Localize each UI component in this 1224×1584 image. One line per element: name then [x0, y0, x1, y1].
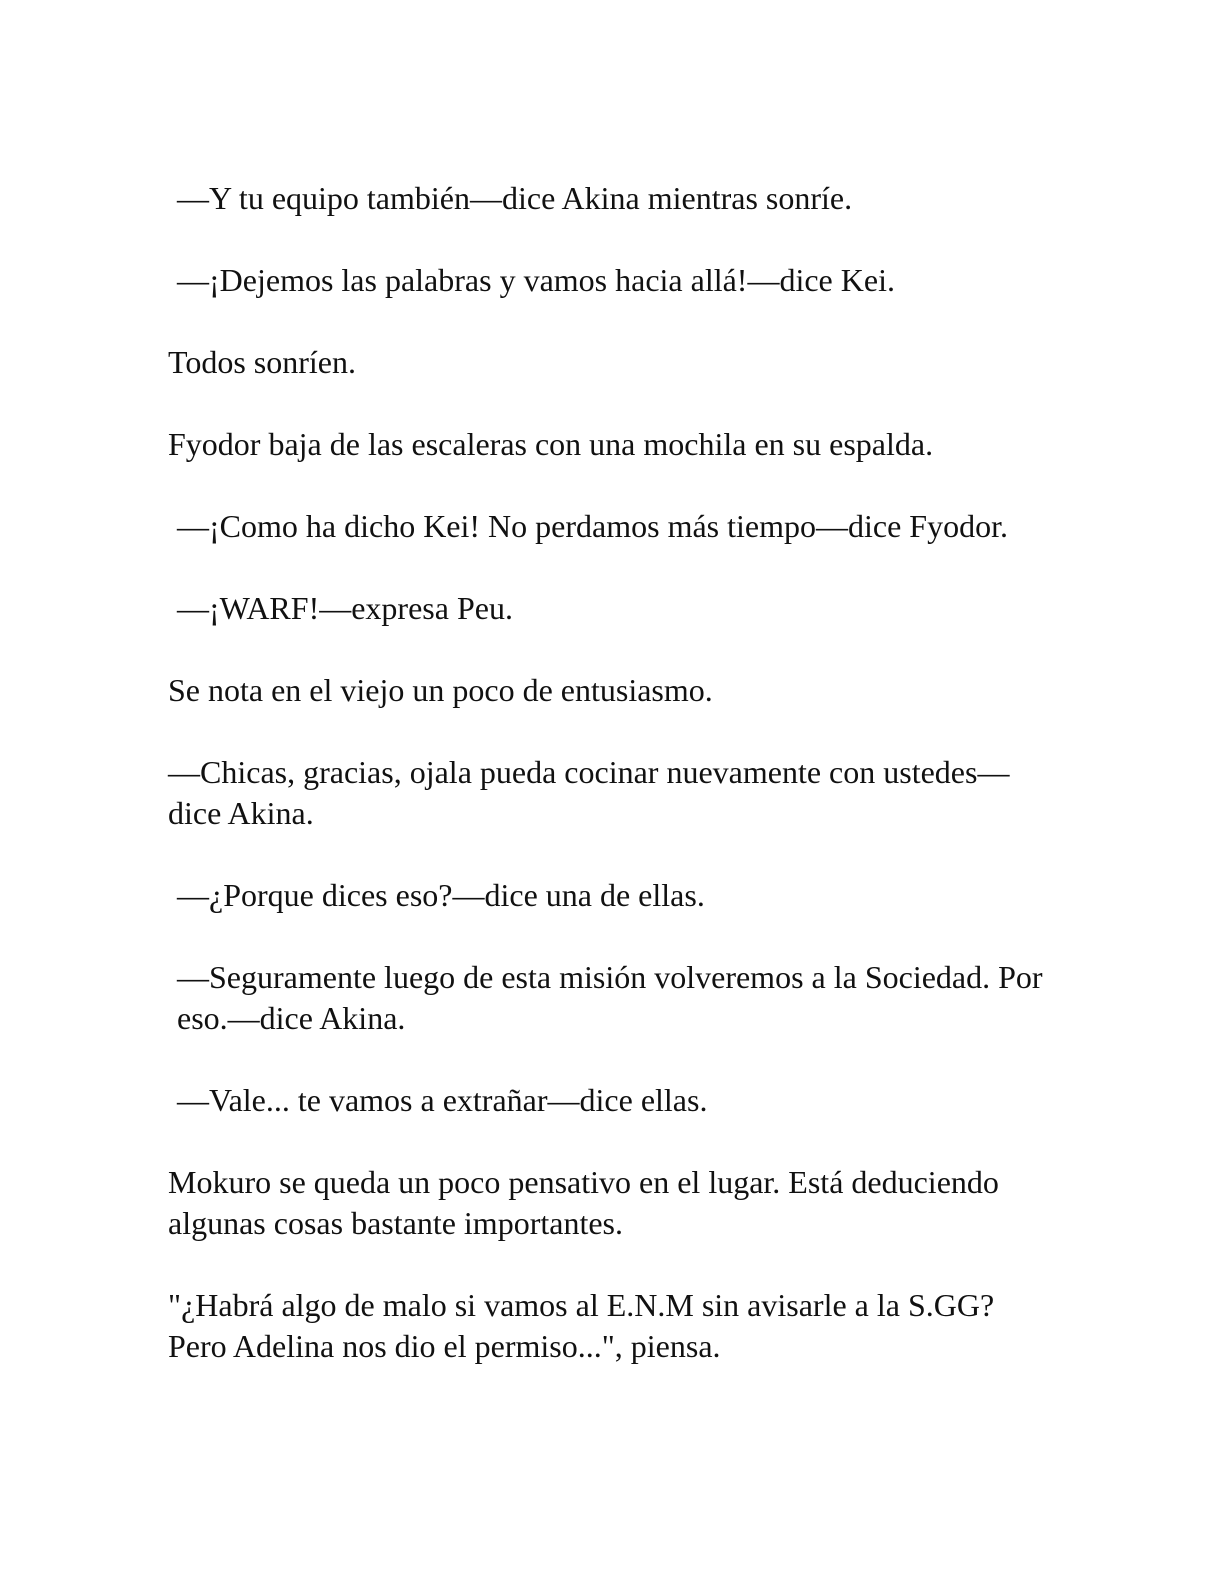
paragraph-4: Fyodor baja de las escaleras con una mochila en su espalda.: [168, 426, 934, 462]
paragraph-11: —Vale... te vamos a extrañar—dice ellas.: [177, 1082, 708, 1118]
paragraph-3: Todos sonríen.: [168, 344, 356, 380]
paragraph-1: —Y tu equipo también—dice Akina mientras sonríe.: [177, 180, 853, 216]
paragraph-12: Mokuro se queda un poco pensativo en el lugar. Está deduciendo algunas cosas bastante importantes.: [168, 1164, 999, 1241]
paragraph-6: —¡WARF!—expresa Peu.: [177, 590, 513, 626]
paragraph-8: —Chicas, gracias, ojala pueda cocinar nuevamente con ustedes—dice Akina.: [168, 754, 1010, 831]
document-page: [168, 178, 1048, 1408]
paragraph-2: —¡Dejemos las palabras y vamos hacia allá!—dice Kei.: [177, 262, 895, 298]
paragraph-5: —¡Como ha dicho Kei! No perdamos más tiempo—dice Fyodor.: [177, 508, 1008, 544]
paragraph-9: —¿Porque dices eso?—dice una de ellas.: [177, 877, 705, 913]
paragraph-7: Se nota en el viejo un poco de entusiasmo.: [168, 672, 713, 708]
paragraph-13: "¿Habrá algo de malo si vamos al E.N.M sin avisarle a la S.GG? Pero Adelina nos dio el permiso...", piensa.: [168, 1287, 995, 1364]
paragraph-10: —Seguramente luego de esta misión volveremos a la Sociedad. Por eso.—dice Akina.: [177, 959, 1043, 1036]
